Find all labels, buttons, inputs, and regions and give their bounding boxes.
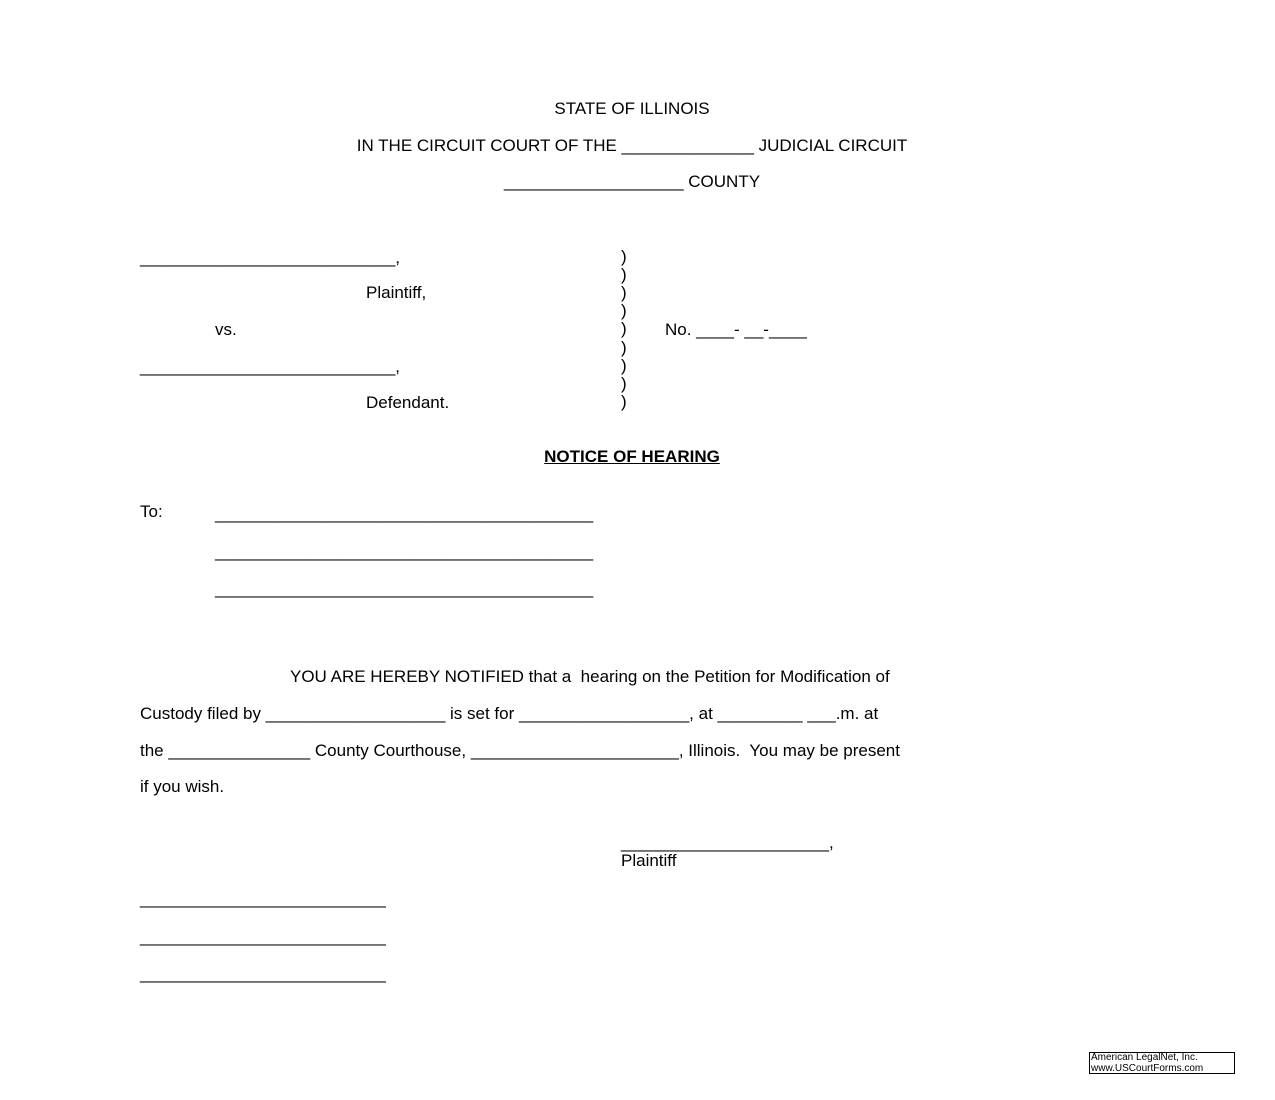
caption-paren: )	[621, 374, 627, 393]
recipient-line: ________________________________________	[215, 504, 594, 523]
defendant-name-line: ___________________________,	[140, 357, 400, 376]
case-number: No. ____- __-____	[665, 320, 807, 339]
plaintiff-label: Plaintiff,	[366, 283, 427, 302]
publisher-stamp	[1089, 1052, 1235, 1074]
body-line-2: Custody filed by ___________________ is set for __________________, at _________ ___.m. at	[140, 704, 879, 723]
county-heading: ___________________ COUNTY	[503, 172, 761, 191]
caption-paren: )	[621, 338, 627, 357]
body-line-1: YOU ARE HEREBY NOTIFIED that a hearing on the Petition for Modification of	[290, 667, 890, 686]
signature-line: ______________________,	[621, 833, 834, 852]
caption-paren: )	[621, 301, 627, 320]
state-heading: STATE OF ILLINOIS	[554, 99, 710, 118]
stamp-website: www.USCourtForms.com	[1091, 1062, 1204, 1074]
circuit-heading: IN THE CIRCUIT COURT OF THE ______________ JUDICIAL CIRCUIT	[356, 136, 908, 155]
recipient-line: ________________________________________	[215, 542, 594, 561]
to-label: To:	[140, 502, 163, 521]
signature-label: Plaintiff	[621, 851, 677, 870]
caption-paren: )	[621, 283, 627, 302]
defendant-label: Defendant.	[366, 393, 450, 412]
address-line: __________________________	[140, 927, 386, 946]
stamp-company: American LegalNet, Inc.	[1091, 1052, 1198, 1063]
address-line: __________________________	[140, 964, 386, 983]
caption-paren: )	[621, 356, 627, 375]
caption-paren: )	[621, 247, 627, 266]
caption-paren: )	[621, 392, 627, 411]
address-line: __________________________	[140, 889, 386, 908]
document-title: NOTICE OF HEARING	[544, 447, 720, 466]
recipient-line: ________________________________________	[215, 579, 594, 598]
caption-paren: )	[621, 265, 627, 284]
body-line-4: if you wish.	[140, 777, 225, 796]
plaintiff-name-line: ___________________________,	[140, 248, 400, 267]
caption-paren: )	[621, 319, 627, 338]
versus-label: vs.	[215, 320, 237, 339]
body-line-3: the _______________ County Courthouse, ______________________, Illinois. You may be present	[140, 741, 900, 760]
